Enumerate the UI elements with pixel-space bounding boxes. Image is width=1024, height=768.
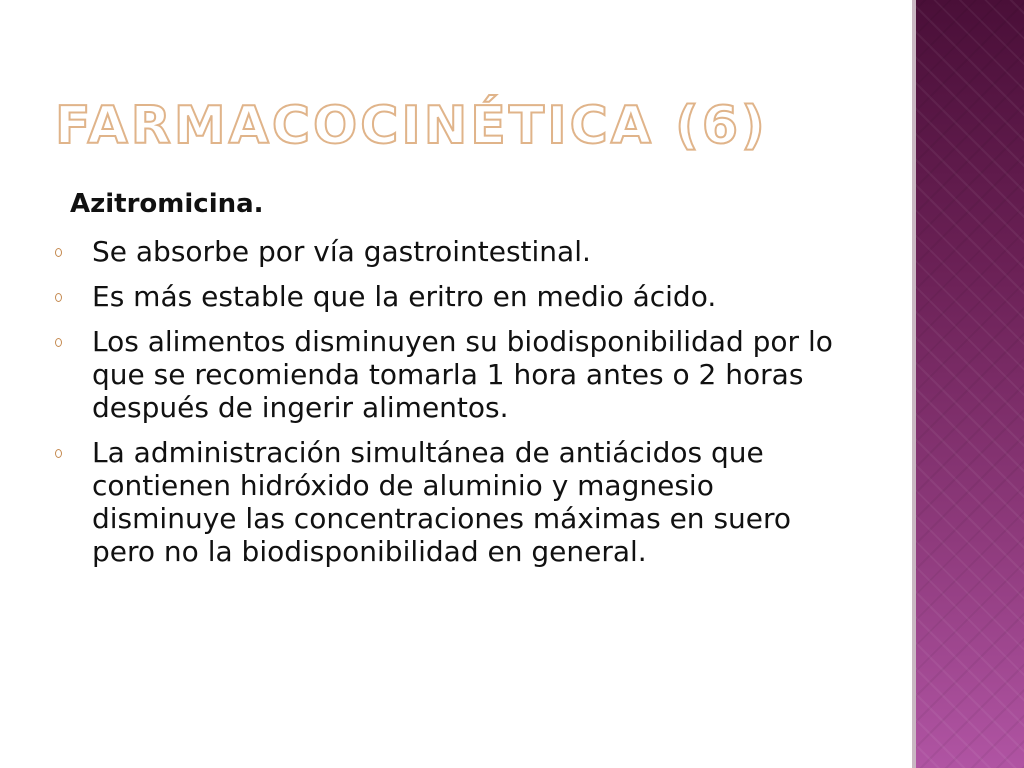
list-item bbox=[55, 325, 855, 424]
slide-title: FARMACOCINÉTICA (6) bbox=[55, 96, 768, 156]
bullet-text: Se absorbe por vía gastrointestinal. bbox=[92, 235, 591, 268]
circle-bullet-icon bbox=[55, 293, 62, 302]
subheading: Azitromicina. bbox=[70, 189, 264, 219]
bullet-text: La administración simultánea de antiácidos que contienen hidróxido de aluminio y magnesio disminuye las concentraciones máximas en suero pero no la biodisponibilidad en general. bbox=[92, 436, 792, 568]
bullet-text: Los alimentos disminuyen su biodisponibilidad por lo que se recomienda tomarla 1 hora antes o 2 horas después de ingerir alimentos. bbox=[92, 325, 833, 424]
bullet-list bbox=[55, 235, 855, 568]
slide-content bbox=[55, 188, 855, 580]
list-item bbox=[55, 436, 855, 568]
bullet-text: Es más estable que la eritro en medio ácido. bbox=[92, 280, 717, 313]
circle-bullet-icon bbox=[55, 338, 62, 347]
circle-bullet-icon bbox=[55, 449, 62, 458]
circle-bullet-icon bbox=[55, 248, 62, 257]
list-item bbox=[55, 235, 855, 268]
list-item bbox=[55, 280, 855, 313]
side-band-edge bbox=[912, 0, 916, 768]
decorative-side-band bbox=[912, 0, 1024, 768]
